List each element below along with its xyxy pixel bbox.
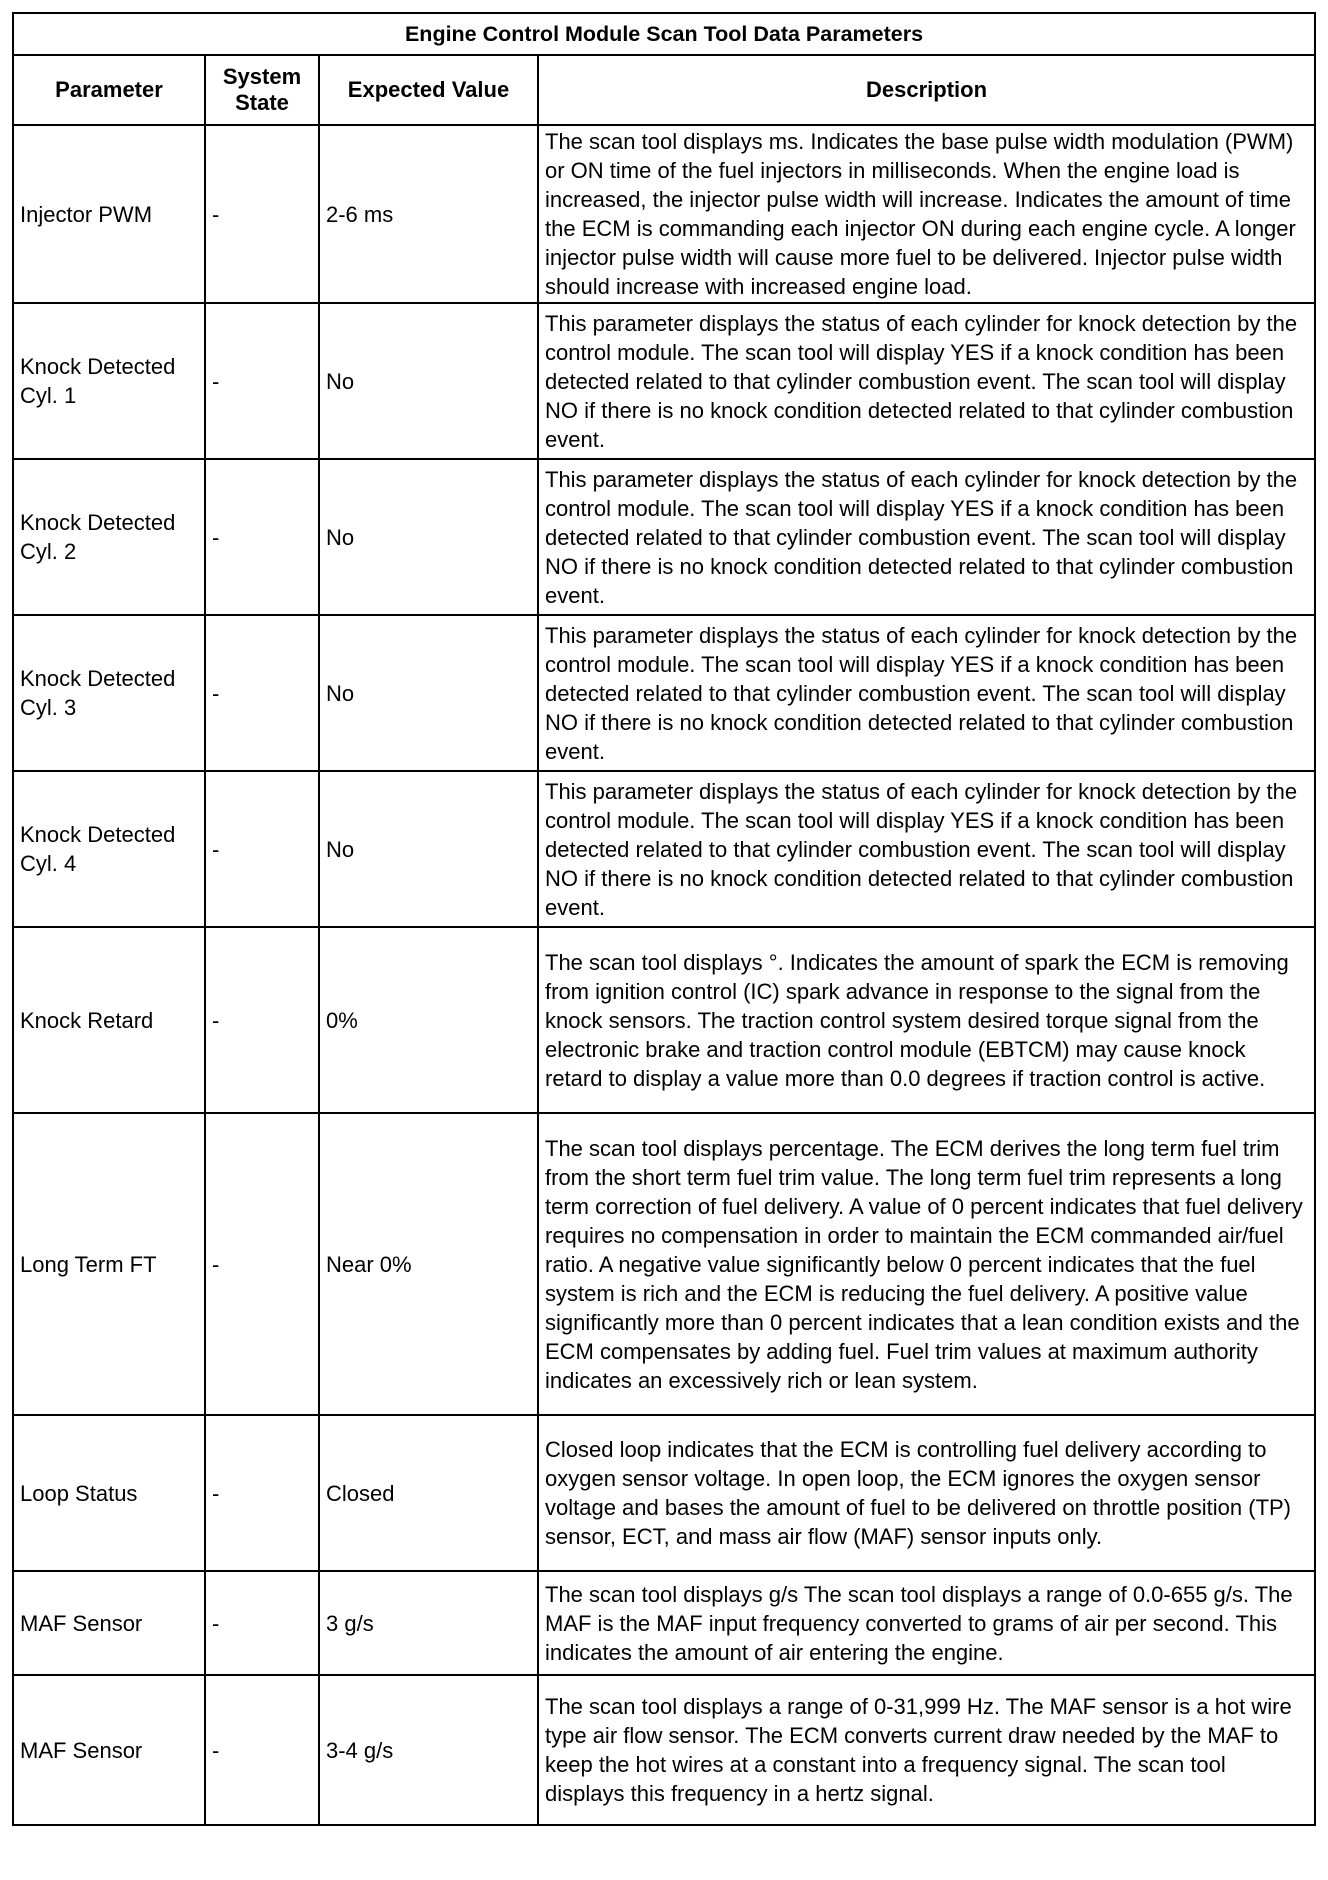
parameter-cell: Loop Status (13, 1415, 205, 1571)
description-cell: The scan tool displays a range of 0-31,999 Hz. The MAF sensor is a hot wire type air flow sensor. The ECM converts current draw needed by the MAF to keep the hot wires at a constant into a frequency signal. The scan tool displays this frequency in a hertz signal. (538, 1675, 1315, 1825)
system-state-cell: - (205, 303, 319, 459)
system-state-cell: - (205, 615, 319, 771)
expected-value-cell: No (319, 303, 538, 459)
column-header-description: Description (538, 55, 1315, 125)
table-row (13, 1113, 1315, 1415)
expected-value-cell: No (319, 771, 538, 927)
expected-value-cell: No (319, 615, 538, 771)
description-cell: This parameter displays the status of each cylinder for knock detection by the control module. The scan tool will display YES if a knock condition has been detected related to that cylinder combustion event. The scan tool will display NO if there is no knock condition detected related to that cylinder combustion event. (538, 615, 1315, 771)
parameter-cell: Long Term FT (13, 1113, 205, 1415)
parameter-cell: Knock Detected Cyl. 1 (13, 303, 205, 459)
parameter-cell: MAF Sensor (13, 1675, 205, 1825)
description-cell: This parameter displays the status of each cylinder for knock detection by the control module. The scan tool will display YES if a knock condition has been detected related to that cylinder combustion event. The scan tool will display NO if there is no knock condition detected related to that cylinder combustion event. (538, 303, 1315, 459)
description-cell: This parameter displays the status of each cylinder for knock detection by the control module. The scan tool will display YES if a knock condition has been detected related to that cylinder combustion event. The scan tool will display NO if there is no knock condition detected related to that cylinder combustion event. (538, 771, 1315, 927)
column-header-system-state: System State (205, 55, 319, 125)
parameter-cell: Injector PWM (13, 125, 205, 303)
table-row (13, 771, 1315, 927)
table-row (13, 1571, 1315, 1675)
parameter-cell: Knock Detected Cyl. 2 (13, 459, 205, 615)
system-state-cell: - (205, 459, 319, 615)
expected-value-cell: No (319, 459, 538, 615)
expected-value-cell: 0% (319, 927, 538, 1113)
table-row (13, 927, 1315, 1113)
expected-value-cell: Near 0% (319, 1113, 538, 1415)
system-state-cell: - (205, 927, 319, 1113)
expected-value-cell: 3-4 g/s (319, 1675, 538, 1825)
table-title: Engine Control Module Scan Tool Data Parameters (13, 13, 1315, 55)
column-header-expected-value: Expected Value (319, 55, 538, 125)
description-cell: The scan tool displays g/s The scan tool displays a range of 0.0-655 g/s. The MAF is the MAF input frequency converted to grams of air per second. This indicates the amount of air entering the engine. (538, 1571, 1315, 1675)
system-state-cell: - (205, 1415, 319, 1571)
description-cell: The scan tool displays percentage. The ECM derives the long term fuel trim from the short term fuel trim value. The long term fuel trim represents a long term correction of fuel delivery. A value of 0 percent indicates that fuel delivery requires no compensation in order to maintain the ECM commanded air/fuel ratio. A negative value significantly below 0 percent indicates that the fuel system is rich and the ECM is reducing the fuel delivery. A positive value significantly more than 0 percent indicates that a lean condition exists and the ECM compensates by adding fuel. Fuel trim values at maximum authority indicates an excessively rich or lean system. (538, 1113, 1315, 1415)
description-cell: The scan tool displays °. Indicates the amount of spark the ECM is removing from ignition control (IC) spark advance in response to the signal from the knock sensors. The traction control system desired torque signal from the electronic brake and traction control module (EBTCM) may cause knock retard to display a value more than 0.0 degrees if traction control is active. (538, 927, 1315, 1113)
table-title-row (13, 13, 1315, 55)
table-row (13, 615, 1315, 771)
scan-tool-data-table (12, 12, 1316, 1826)
system-state-cell: - (205, 1675, 319, 1825)
system-state-cell: - (205, 771, 319, 927)
description-cell: Closed loop indicates that the ECM is controlling fuel delivery according to oxygen sensor voltage. In open loop, the ECM ignores the oxygen sensor voltage and bases the amount of fuel to be delivered on throttle position (TP) sensor, ECT, and mass air flow (MAF) sensor inputs only. (538, 1415, 1315, 1571)
system-state-cell: - (205, 1571, 319, 1675)
table-row (13, 303, 1315, 459)
expected-value-cell: 3 g/s (319, 1571, 538, 1675)
description-cell: This parameter displays the status of each cylinder for knock detection by the control module. The scan tool will display YES if a knock condition has been detected related to that cylinder combustion event. The scan tool will display NO if there is no knock condition detected related to that cylinder combustion event. (538, 459, 1315, 615)
system-state-cell: - (205, 1113, 319, 1415)
description-cell: The scan tool displays ms. Indicates the base pulse width modulation (PWM) or ON time of the fuel injectors in milliseconds. When the engine load is increased, the injector pulse width will increase. Indicates the amount of time the ECM is commanding each injector ON during each engine cycle. A longer injector pulse width will cause more fuel to be delivered. Injector pulse width should increase with increased engine load. (538, 125, 1315, 303)
column-header-parameter: Parameter (13, 55, 205, 125)
expected-value-cell: 2-6 ms (319, 125, 538, 303)
table-row (13, 1675, 1315, 1825)
parameter-cell: Knock Detected Cyl. 4 (13, 771, 205, 927)
system-state-cell: - (205, 125, 319, 303)
table-header-row (13, 55, 1315, 125)
parameter-cell: MAF Sensor (13, 1571, 205, 1675)
parameter-cell: Knock Retard (13, 927, 205, 1113)
table-row (13, 125, 1315, 303)
table-row (13, 459, 1315, 615)
expected-value-cell: Closed (319, 1415, 538, 1571)
parameter-cell: Knock Detected Cyl. 3 (13, 615, 205, 771)
table-row (13, 1415, 1315, 1571)
